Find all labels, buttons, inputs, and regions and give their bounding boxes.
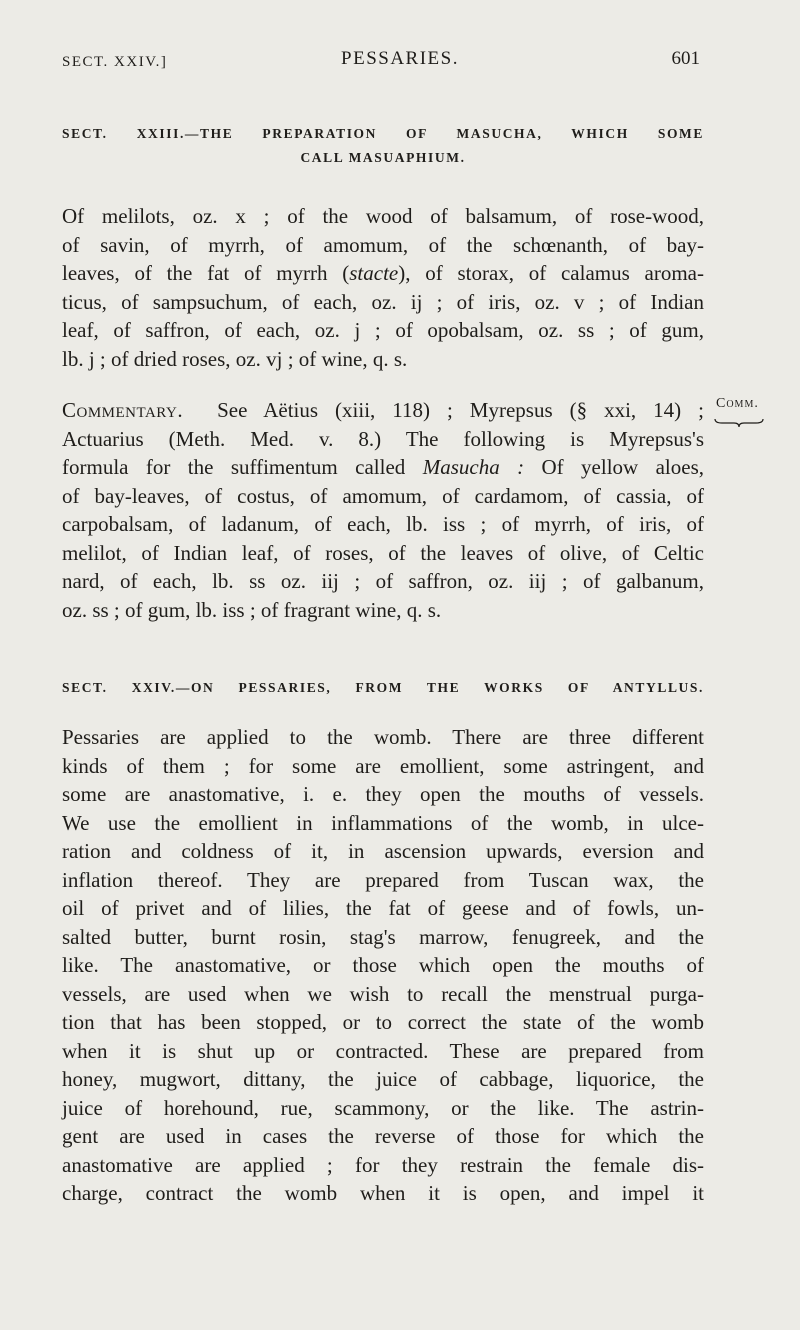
section-23-heading-line-1: SECT. XXIII.—THE PREPARATION OF MASUCHA, WHICH SOME	[62, 126, 704, 141]
text-line: carpobalsam, of ladanum, of each, lb. iss ; of myrrh, of iris, of	[62, 512, 704, 536]
text-line	[62, 453, 704, 482]
text-line: anastomative are applied ; for they restrain the female dis-	[62, 1152, 704, 1177]
text-line: We use the emollient in inflammations of the womb, in ulce-	[62, 810, 704, 835]
page-number: 601	[671, 48, 700, 69]
text-line: vessels, are used when we wish to recall the menstrual purga-	[62, 981, 704, 1006]
section-24-heading	[62, 680, 704, 696]
text-line: inflation thereof. They are prepared from Tuscan wax, the	[62, 867, 704, 892]
section-23-paragraph	[62, 202, 704, 373]
text-line: of bay-leaves, of costus, of amomum, of cardamom, of cassia, of	[62, 483, 704, 508]
running-head-title: PESSARIES.	[341, 48, 459, 69]
section-24-heading-line: SECT. XXIV.—ON PESSARIES, FROM THE WORKS OF ANTYLLUS.	[62, 680, 704, 695]
text-line: nard, of each, lb. ss oz. iij ; of saffron, oz. iij ; of galbanum,	[62, 569, 704, 593]
running-head-section: SECT. XXIV.]	[62, 54, 168, 70]
text-segment: leaves, of the fat of myrrh (	[62, 261, 350, 285]
text-line: juice of horehound, rue, scammony, or the like. The astrin-	[62, 1095, 704, 1120]
text-line: lb. j ; of dried roses, oz. vj ; of wine, q. s.	[62, 346, 408, 371]
section-24-paragraph	[62, 723, 704, 1208]
text-line: ration and coldness of it, in ascension upwards, eversion and	[62, 839, 704, 863]
text-line: leaf, of saffron, of each, oz. j ; of opobalsam, oz. ss ; of gum,	[62, 318, 704, 342]
margin-brace-icon	[714, 418, 764, 428]
commentary-label: Commentary.	[62, 398, 184, 422]
text-segment: See Aëtius (xiii, 118) ; Myrepsus (§ xxi, 14) ;	[217, 398, 704, 422]
text-line: Pessaries are applied to the womb. There are three different	[62, 725, 704, 749]
text-line: melilot, of Indian leaf, of roses, of the leaves of olive, of Celtic	[62, 540, 704, 565]
text-line: oz. ss ; of gum, lb. iss ; of fragrant wine, q. s.	[62, 597, 442, 622]
text-line: honey, mugwort, dittany, the juice of cabbage, liquorice, the	[62, 1067, 704, 1091]
section-23-heading	[62, 126, 704, 166]
section-23-heading-line-2: CALL MASUAPHIUM.	[300, 150, 466, 165]
text-line: ticus, of sampsuchum, of each, oz. ij ; of iris, oz. v ; of Indian	[62, 289, 704, 314]
text-line: gent are used in cases the reverse of those for which the	[62, 1124, 704, 1148]
text-line: charge, contract the womb when it is open, and impel it	[62, 1181, 704, 1205]
commentary-paragraph	[62, 396, 704, 624]
text-line: kinds of them ; for some are emollient, some astringent, and	[62, 753, 704, 778]
text-line: salted butter, burnt rosin, stag's marrow, fenugreek, and the	[62, 924, 704, 949]
text-line: Of melilots, oz. x ; of the wood of balsamum, of rose-wood,	[62, 204, 704, 228]
text-segment: formula for the suffimentum called	[62, 455, 423, 479]
text-line	[62, 259, 704, 288]
text-line: like. The anastomative, or those which open the mouths of	[62, 953, 704, 977]
text-segment: ), of storax, of calamus aroma-	[398, 261, 704, 285]
running-head	[0, 46, 800, 76]
italic-term: Masucha :	[422, 455, 525, 479]
text-line: some are anastomative, i. e. they open the mouths of vessels.	[62, 782, 704, 806]
text-line: oil of privet and of lilies, the fat of geese and of fowls, un-	[62, 896, 704, 920]
text-line: tion that has been stopped, or to correct the state of the womb	[62, 1010, 704, 1034]
margin-note: Comm.	[716, 396, 759, 411]
text-segment: Of yellow aloes,	[524, 455, 705, 479]
text-line	[62, 396, 704, 425]
text-line: Actuarius (Meth. Med. v. 8.) The following is Myrepsus's	[62, 426, 704, 451]
text-line: of savin, of myrrh, of amomum, of the schœnanth, of bay-	[62, 232, 704, 257]
italic-term: stacte	[349, 261, 399, 285]
text-line: when it is shut up or contracted. These are prepared from	[62, 1038, 704, 1063]
